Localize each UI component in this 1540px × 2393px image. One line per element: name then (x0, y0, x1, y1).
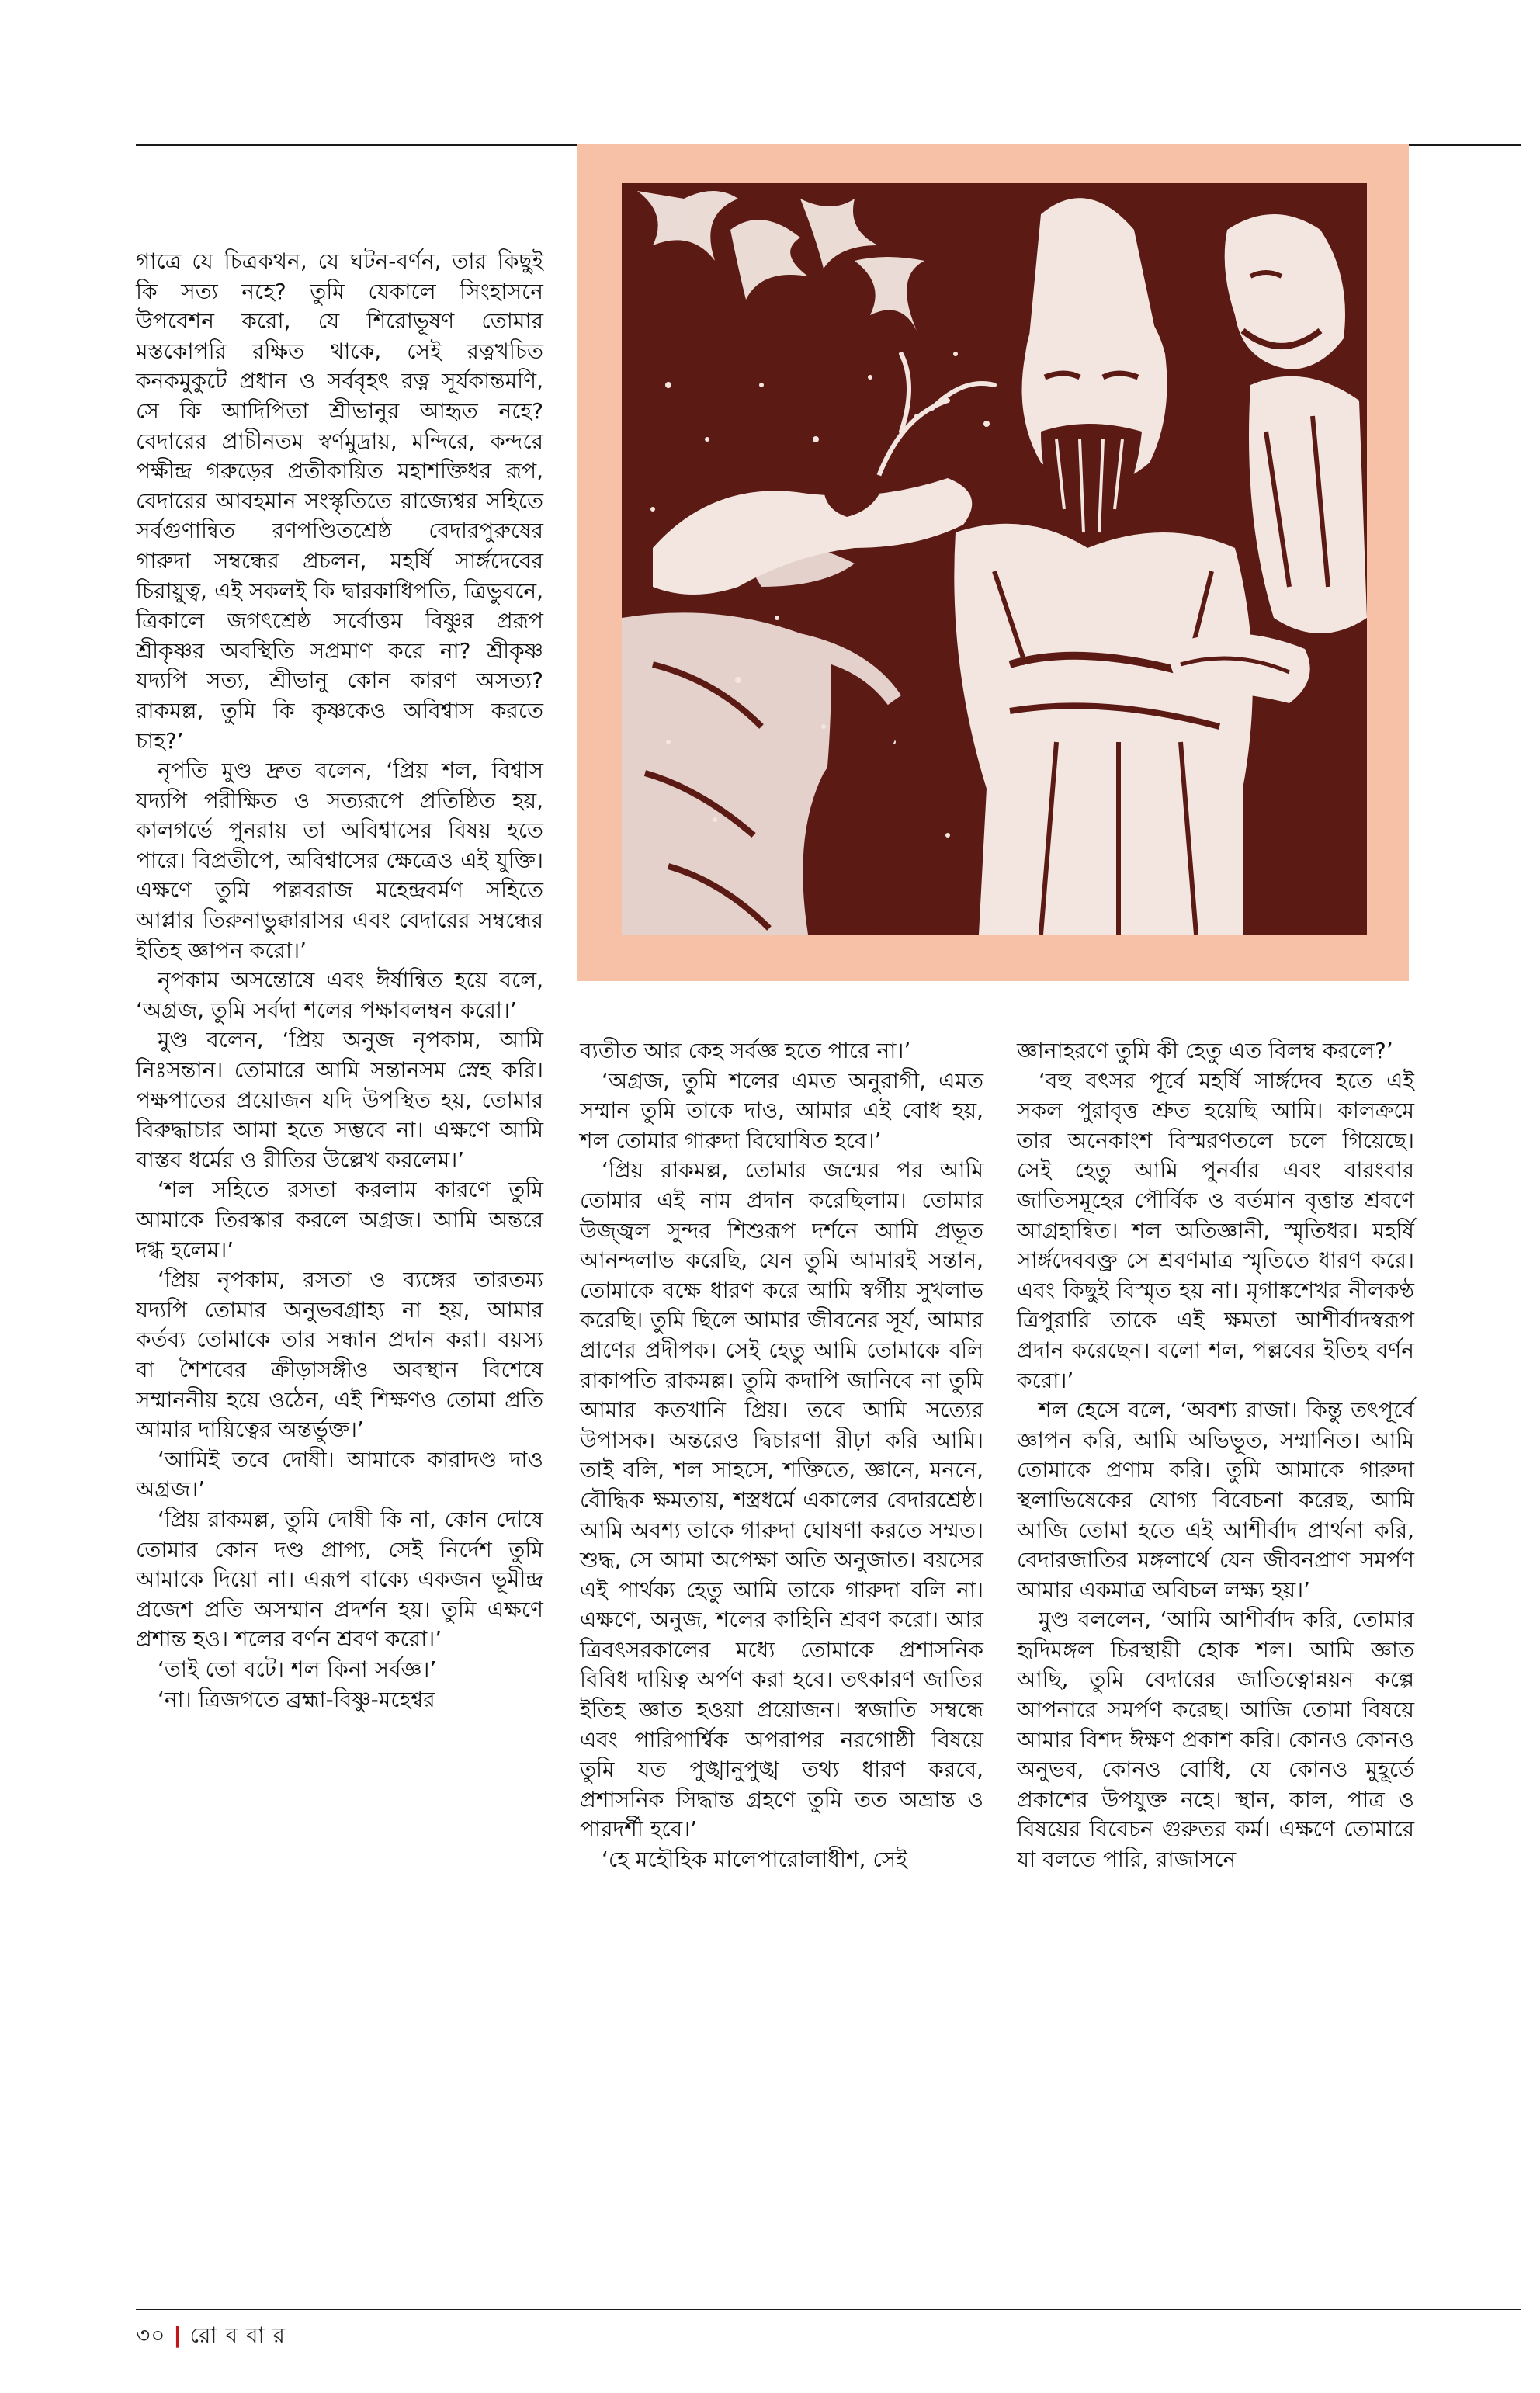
paragraph: গাত্রে যে চিত্রকথন, যে ঘটন-বর্ণন, তার কিছুই কি সত্য নহে? তুমি যেকালে সিংহাসনে উপবেশন করো, যে শিরোভূষণ তোমার মস্তকোপরি রক্ষিত থাকে, সেই রত্নখচিত কনকমুকুটে প্রধান ও সর্ববৃহৎ রত্ন সূর্যকান্তমণি, সে কি আদিপিতা শ্রীভানুর আহৃত নহে? বেদারের প্রাচীনতম স্বর্ণমুদ্রায়, মন্দিরে, কন্দরে পক্ষীন্দ্র গরুড়ের প্রতীকায়িত মহাশক্তিধর রূপ, বেদারের আবহমান সংস্কৃতিতে রাজ্যেশ্বর সহিতে সর্বগুণান্বিত রণপণ্ডিতশ্রেষ্ঠ বেদারপুরুষের গারুদা সম্বন্ধের প্রচলন, মহর্ষি সার্ঙ্গদেবের চিরায়ুত্ব, এই সকলই কি দ্বারকাধিপতি, ত্রিভুবনে, ত্রিকালে জগৎশ্রেষ্ঠ সর্বোত্তম বিষ্ণুর প্ররূপ শ্রীকৃষ্ণর অবস্থিতি সপ্রমাণ করে না? শ্রীকৃষ্ণ যদ্যপি সত্য, শ্রীভানু কোন কারণ অসত্য? রাকমল্ল, তুমি কি কৃষ্ণকেও অবিশ্বাস করতে চাহ?’ (136, 248, 543, 754)
text-column-1 (136, 247, 543, 1715)
page-number: ৩০ (136, 2322, 166, 2348)
paragraph: ‘প্রিয় রাকমল্ল, তুমি দোষী কি না, কোন দোষে তোমার কোন দণ্ড প্রাপ্য, সেই নির্দেশ তুমি আমাকে দিয়ো না। এরূপ বাক্যে একজন ভূমীন্দ্র প্রজেশ প্রতি অসম্মান প্রদর্শন হয়। তুমি এক্ষণে প্রশান্ত হও। শলের বর্ণন শ্রবণ করো।’ (136, 1506, 543, 1653)
paragraph: জ্ঞানাহরণে তুমি কী হেতু এত বিলম্ব করলে?’ (1017, 1038, 1393, 1063)
paragraph: ‘শল সহিতে রসতা করলাম কারণে তুমি আমাকে তিরস্কার করলে অগ্রজ। আমি অন্তরে দগ্ধ হলেম।’ (136, 1177, 543, 1263)
paragraph: ‘বহু বৎসর পূর্বে মহর্ষি সার্ঙ্গদেব হতে এই সকল পুরাবৃত্ত শ্রুত হয়েছি আমি। কালক্রমে তার অনেকাংশ বিস্মরণতলে চলে গিয়েছে। সেই হেতু আমি পুনর্বার এবং বারংবার জাতিসমূহের পৌর্বিক ও বর্তমান বৃত্তান্ত শ্রবণে আগ্রহান্বিত। শল অতিজ্ঞানী, স্মৃতিধর। মহর্ষি সার্ঙ্গদেববক্ত্র সে শ্রবণমাত্র স্মৃতিতে ধারণ করে। এবং কিছুই বিস্মৃত হয় না। মৃগাঙ্কশেখর নীলকণ্ঠ ত্রিপুরারি তাকে এই ক্ষমতা আশীর্বাদস্বরূপ প্রদান করেছেন। বলো শল, পল্লবের ইতিহ বর্ণন করো।’ (1017, 1067, 1414, 1393)
paragraph: ‘আমিই তবে দোষী। আমাকে কারাদণ্ড দাও অগ্রজ।’ (136, 1446, 543, 1503)
paragraph: মুণ্ড বললেন, ‘আমি আশীর্বাদ করি, তোমার হৃদিমঙ্গল চিরস্থায়ী হোক শল। আমি জ্ঞাত আছি, তুমি বেদারের জাতিত্বোন্নয়ন কল্পে আপনারে সমর্পণ করেছ। আজি তোমা বিষয়ে আমার বিশদ ঈক্ষণ প্রকাশ করি। কোনও কোনও অনুভব, কোনও বোধি, যে কোনও মুহূর্তে প্রকাশের উপযুক্ত নহে। স্থান, কাল, পাত্র ও বিষয়ের বিবেচন গুরুতর কর্ম। এক্ষণে তোমারে যা বলতে পারি, রাজাসনে (1017, 1607, 1414, 1873)
woodcut-illustration (622, 183, 1367, 935)
bottom-rule (136, 2309, 1521, 2310)
page-footer (136, 2318, 286, 2355)
text-column-3 (1017, 1036, 1414, 1875)
paragraph: ব্যতীত আর কেহ সর্বজ্ঞ হতে পারে না।’ (580, 1038, 911, 1063)
paragraph: ‘প্রিয় রাকমল্ল, তোমার জন্মের পর আমি তোমার এই নাম প্রদান করেছিলাম। তোমার উজ্জ্বল সুন্দর শিশুরূপ দর্শনে আমি প্রভূত আনন্দলাভ করেছি, যেন তুমি আমারই সন্তান, তোমাকে বক্ষে ধারণ করে আমি স্বর্গীয় সুখলাভ করেছি। তুমি ছিলে আমার জীবনের সূর্য, আমার প্রাণের প্রদীপক। সেই হেতু আমি তোমাকে বলি রাকাপতি রাকমল্ল। তুমি কদাপি জানিবে না তুমি আমার কতখানি প্রিয়। তবে আমি সত্যের উপাসক। অন্তরেও দ্বিচারণা রীঢ়া করি আমি। তাই বলি, শল সাহসে, শক্তিতে, জ্ঞানে, মননে, বৌদ্ধিক ক্ষমতায়, শস্ত্রধর্মে একালের বেদারশ্রেষ্ঠ। আমি অবশ্য তাকে গারুদা ঘোষণা করতে সম্মত। শুদ্ধ, সে আমা অপেক্ষা অতি অনুজাত। বয়সের এই পার্থক্য হেতু আমি তাকে গারুদা বলি না। এক্ষণে, অনুজ, শলের কাহিনি শ্রবণ করো। আর ত্রিবৎসরকালের মধ্যে তোমাকে প্রশাসনিক বিবিধ দায়িত্ব অর্পণ করা হবে। তৎকারণ জাতির ইতিহ জ্ঞাত হওয়া প্রয়োজন। স্বজাতি সম্বন্ধে এবং পারিপার্শ্বিক অপরাপর নরগোষ্ঠী বিষয়ে তুমি যত পুঙ্খানুপুঙ্খ তথ্য ধারণ করবে, প্রশাসনিক সিদ্ধান্ত গ্রহণে তুমি তত অভ্রান্ত ও পারদর্শী হবে।’ (580, 1157, 983, 1843)
paragraph: ‘অগ্রজ, তুমি শলের এমত অনুরাগী, এমত সম্মান তুমি তাকে দাও, আমার এই বোধ হয়, শল তোমার গারুদা বিঘোষিত হবে।’ (580, 1067, 983, 1153)
illustration-frame (577, 144, 1409, 981)
paragraph: ‘প্রিয় নৃপকাম, রসতা ও ব্যঙ্গের তারতম্য যদ্যপি তোমার অনুভবগ্রাহ্য না হয়, আমার কর্তব্য তোমাকে তার সন্ধান প্রদান করা। বয়স্য বা শৈশবের ক্রীড়াসঙ্গীও অবস্থান বিশেষে সম্মাননীয় হয়ে ওঠেন, এই শিক্ষণও তোমা প্রতি আমার দায়িত্বের অন্তর্ভুক্ত।’ (136, 1267, 543, 1443)
paragraph: শল হেসে বলে, ‘অবশ্য রাজা। কিন্তু তৎপূর্বে জ্ঞাপন করি, আমি অভিভূত, সম্মানিত। আমি তোমাকে প্রণাম করি। তুমি আমাকে গারুদা স্থলাভিষেকের যোগ্য বিবেচনা করেছ, আমি আজি তোমা হতে এই আশীর্বাদ প্রার্থনা করি, বেদারজাতির মঙ্গলার্থে যেন জীবনপ্রাণ সমর্পণ আমার একমাত্র অবিচল লক্ষ্য হয়।’ (1017, 1397, 1414, 1603)
text-column-2 (580, 1036, 983, 1875)
footer-separator: | (173, 2322, 182, 2348)
paragraph: নৃপকাম অসন্তোষে এবং ঈর্ষান্বিত হয়ে বলে, ‘অগ্রজ, তুমি সর্বদা শলের পক্ষাবলম্বন করো।’ (136, 967, 543, 1023)
paragraph: ‘না। ত্রিজগতে ব্রহ্মা-বিষ্ণু-মহেশ্বর (158, 1686, 435, 1712)
paragraph: নৃপতি মুণ্ড দ্রুত বলেন, ‘প্রিয় শল, বিশ্বাস যদ্যপি পরীক্ষিত ও সত্যরূপে প্রতিষ্ঠিত হয়, কালগর্ভে পুনরায় তা অবিশ্বাসের বিষয় হতে পারে। বিপ্রতীপে, অবিশ্বাসের ক্ষেত্রেও এই যুক্তি। এক্ষণে তুমি পল্লবরাজ মহেন্দ্রবর্মণ সহিতে আপ্লার তিরুনাভুক্কারাসর এবং বেদারের সম্বন্ধের ইতিহ জ্ঞাপন করো।’ (136, 758, 543, 963)
paragraph: ‘তাই তো বটে। শল কিনা সর্বজ্ঞ।’ (158, 1656, 437, 1682)
magazine-name: রো ব বা র (189, 2322, 286, 2348)
paragraph: ‘হে মহৌহিক মালেপারোলাধীশ, সেই (602, 1847, 907, 1873)
paragraph: মুণ্ড বলেন, ‘প্রিয় অনুজ নৃপকাম, আমি নিঃসন্তান। তোমারে আমি সন্তানসম স্নেহ করি। পক্ষপাতের প্রয়োজন যদি উপস্থিত হয়, তোমার বিরুদ্ধাচার আমা হতে সম্ভবে না। এক্ষণে আমি বাস্তব ধর্মের ও রীতির উল্লেখ করলেম।’ (136, 1027, 543, 1173)
